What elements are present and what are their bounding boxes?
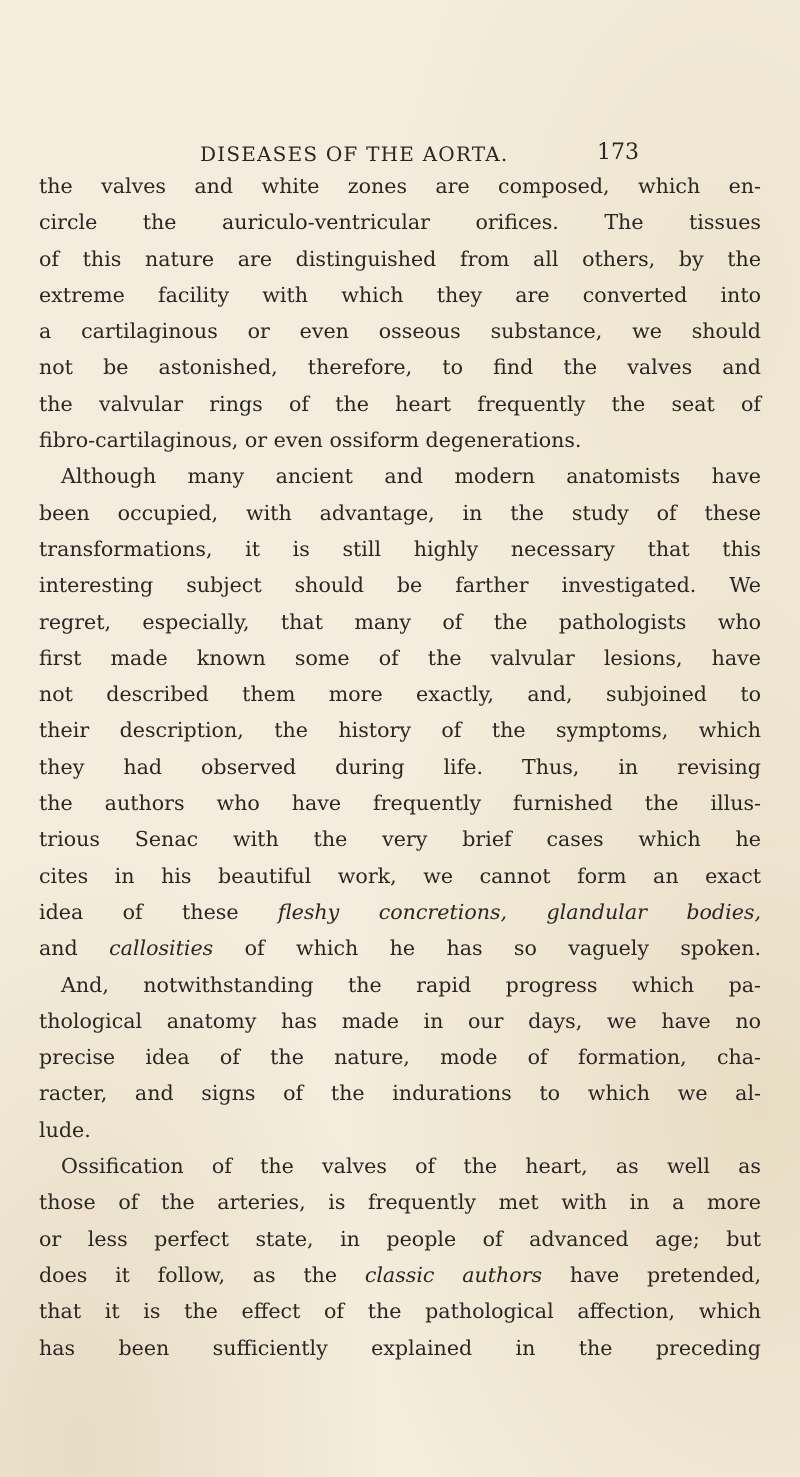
- text-line: not be astonished, therefore, to find the valves and: [39, 355, 761, 380]
- text-line: the authors who have frequently furnished the illus-: [39, 791, 761, 816]
- body-text: [39, 168, 761, 1366]
- text-line: or less perfect state, in people of advanced age; but: [39, 1226, 761, 1251]
- text-line: cites in his beautiful work, we cannot form an exact: [39, 863, 761, 888]
- page-header: [0, 140, 800, 170]
- text-line: regret, especially, that many of the pathologists who: [39, 609, 761, 634]
- text-line: Although many ancient and modern anatomists have: [61, 464, 761, 489]
- text-line: Ossification of the valves of the heart, as well as: [61, 1154, 761, 1179]
- text-line: the valvular rings of the heart frequently the seat of: [39, 391, 761, 416]
- text-line: [39, 930, 761, 966]
- text-line: [39, 1257, 761, 1293]
- text-line: trious Senac with the very brief cases which he: [39, 827, 761, 852]
- running-head: DISEASES OF THE AORTA.: [200, 142, 509, 166]
- text-segment: of which he has so vaguely spoken.: [213, 936, 761, 961]
- text-line: lude.: [39, 1117, 91, 1142]
- text-segment: and: [39, 936, 110, 961]
- text-line: [39, 894, 761, 930]
- text-line: transformations, it is still highly necessary that this: [39, 536, 761, 561]
- text-line: circle the auriculo-ventricular orifices. The tissues: [39, 210, 761, 235]
- text-line: thological anatomy has made in our days, we have no: [39, 1008, 761, 1033]
- text-segment: does it follow, as the: [39, 1262, 365, 1287]
- text-line: their description, the history of the symptoms, which: [39, 718, 761, 743]
- text-line: the valves and white zones are composed, which en-: [39, 174, 761, 198]
- text-line: precise idea of the nature, mode of formation, cha-: [39, 1045, 761, 1070]
- text-line: not described them more exactly, and, subjoined to: [39, 682, 761, 707]
- text-line: interesting subject should be farther investigated. We: [39, 573, 761, 598]
- text-line: that it is the effect of the pathological affection, which: [39, 1299, 761, 1324]
- text-line: fibro-cartilaginous, or even ossiform degenerations.: [39, 428, 582, 453]
- text-line: extreme facility with which they are converted into: [39, 282, 761, 307]
- text-line: they had observed during life. Thus, in revising: [39, 754, 761, 779]
- italic-phrase: classic authors: [364, 1262, 543, 1287]
- text-line: of this nature are distinguished from all others, by the: [39, 246, 761, 271]
- text-line: And, notwithstanding the rapid progress which pa-: [61, 972, 761, 997]
- text-line: has been sufficiently explained in the preceding: [39, 1335, 761, 1360]
- text-line: racter, and signs of the indurations to which we al-: [39, 1081, 761, 1106]
- text-segment: idea of these: [39, 899, 278, 924]
- text-line: first made known some of the valvular lesions, have: [39, 645, 761, 670]
- text-line: those of the arteries, is frequently met with in a more: [39, 1190, 761, 1215]
- italic-phrase: fleshy concretions, glandular bodies,: [277, 899, 761, 924]
- page-number: 173: [597, 140, 639, 165]
- text-line: a cartilaginous or even osseous substance, we should: [39, 319, 761, 344]
- text-line: been occupied, with advantage, in the study of these: [39, 500, 761, 525]
- italic-phrase: callosities: [109, 936, 214, 961]
- text-segment: have pretended,: [542, 1262, 761, 1287]
